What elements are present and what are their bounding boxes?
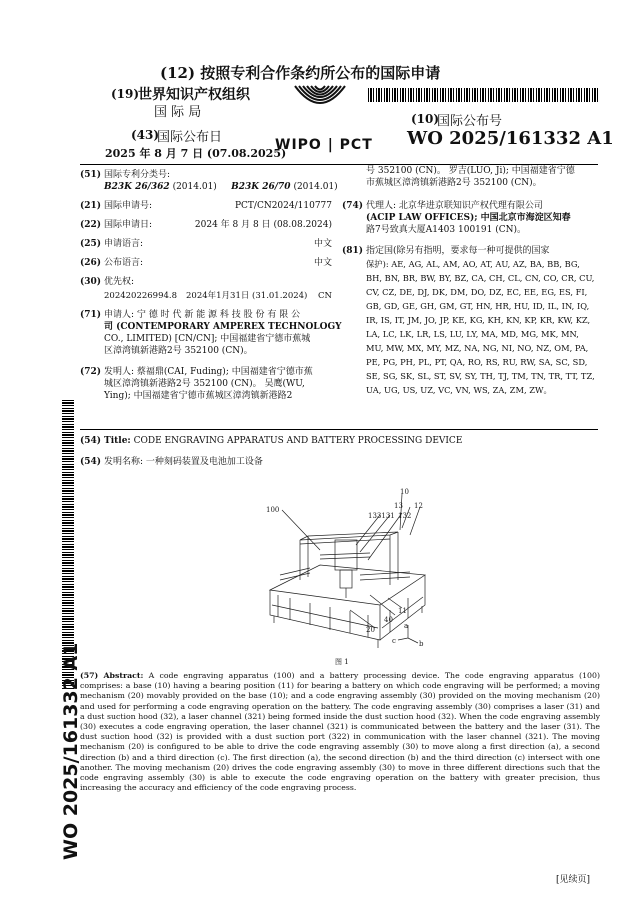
label-a: a xyxy=(404,622,409,630)
publang-row xyxy=(80,257,143,269)
title-en-number: (54) xyxy=(80,436,102,446)
abstract xyxy=(80,671,600,793)
org-bureau: 国 际 局 xyxy=(154,105,202,120)
priority-no: 202420226994.8 xyxy=(104,291,178,301)
label-10: 10 xyxy=(400,488,409,496)
agent-line-2: (ACIP LAW OFFICES); 中国北京市海淀区知春 xyxy=(366,213,571,223)
label-12: 12 xyxy=(414,502,423,510)
figure-caption: 图 1 xyxy=(335,658,349,666)
label-100: 100 xyxy=(266,506,280,514)
states-row xyxy=(342,245,550,257)
states-line-6: IR, IS, IT, JM, JO, JP, KE, KG, KH, KN, KP, KR, KW, KZ, xyxy=(366,315,591,325)
states-line-2: 保护): AE, AG, AL, AM, AO, AT, AU, AZ, BA, BB, BG, xyxy=(366,259,580,269)
label-13: 13 xyxy=(394,502,403,510)
inventor-line-2: 城区漳湾镇新港路2号 352100 (CN)。 吴鹰(WU, xyxy=(104,379,305,389)
agent-number: (74) xyxy=(342,201,364,211)
title-zh-row xyxy=(80,456,263,468)
pubdate-number: (43) xyxy=(131,128,160,142)
ipc-code-1-date: (2014.01) xyxy=(172,182,217,192)
filinglang-row xyxy=(80,238,143,250)
wipo-pct-text: WIPO | PCT xyxy=(275,137,373,153)
abstract-text: A code engraving apparatus (100) and a battery processing device. The code engraving apparatus (100) comprises: a base (10) having a bearing position (11) for bearing a battery on which code engraving will be performed; a moving mechanism (20) movably provided on the base (10); and a code engraving assembly (30) provided on the moving mechanism (20) and used for performing a code engraving operation on the battery. The code engraving assembly (30) comprises a laser (31) and a dust suction hood (32), a laser channel (321) being formed inside the dust suction hood (32). When the code engraving assembly (30) executes a code engraving operation, the laser channel (321) is communicated between the battery and the laser (31). The dust suction hood (32) is provided with a dust suction port (322) in communication with the laser channel (321). The moving mechanism (20) is configured to be able to drive the code engraving assembly (30) to move along a first direction (a), a second direction (b) and a third direction (c). The first direction (a), the second direction (b) and the third direction (c) intersect with one another. The moving mechanism (20) drives the code engraving assembly (30) to move in three different directions such that the code engraving assembly (30) is able to execute the code engraving operation on the battery with greater precision, thus increasing the accuracy and efficiency of the code engraving process. xyxy=(80,671,601,793)
label-40: 40 xyxy=(384,616,393,624)
inventor-cont-line-1: 号 352100 (CN)。 罗吉(LUO, Ji); 中国福建省宁德 xyxy=(366,166,575,176)
figure-1 xyxy=(250,480,450,665)
appno-row xyxy=(80,200,152,212)
label-133131: 133131 xyxy=(368,512,395,520)
appno-label: 国际申请号: xyxy=(104,201,153,211)
inventor-row xyxy=(80,366,313,378)
abstract-number: (57) xyxy=(80,671,99,680)
inventor-line-3: Ying); 中国福建省宁德市蕉城区漳湾镇新港路2 xyxy=(104,391,293,401)
inventor-cont-line-2: 市蕉城区漳湾镇新港路2号 352100 (CN)。 xyxy=(366,178,542,188)
label-c: c xyxy=(392,637,396,645)
document-title: (12) 按照专利合作条约所公布的国际申请 xyxy=(160,64,441,82)
inventor-line-1: 发明人: 蔡福鼎(CAI, Fuding); 中国福建省宁德市蕉 xyxy=(104,367,313,377)
title-zh-value: 一种刻码装置及电池加工设备 xyxy=(145,457,263,467)
applicant-row xyxy=(80,309,300,321)
priority-date: 2024年1月31日 (31.01.2024) xyxy=(186,291,308,301)
ipc-number: (51) xyxy=(80,170,102,180)
side-publication-number: WO 2025/161332 A1 xyxy=(60,642,82,860)
ipc-codes xyxy=(104,181,338,193)
label-132: 132 xyxy=(398,512,412,520)
ipc-code-2: B23K 26/70 xyxy=(231,182,291,192)
pubno-number: (10) xyxy=(411,112,440,126)
appdate-label: 国际申请日: xyxy=(104,220,153,230)
filinglang-value: 中文 xyxy=(313,239,332,249)
abstract-label: Abstract: xyxy=(103,671,144,680)
ipc-label: 国际专利分类号: xyxy=(104,170,171,180)
continued-note: [见续页] xyxy=(556,875,591,885)
appno-number: (21) xyxy=(80,201,102,211)
machine-drawing-icon xyxy=(250,480,450,665)
states-line-9: PE, PG, PH, PL, PT, QA, RO, RS, RU, RW, SA, SC, SD, xyxy=(366,357,588,367)
applicant-line-4: 区漳湾镇新港路2号 352100 (CN)。 xyxy=(104,346,253,356)
states-line-8: MU, MW, MX, MY, MZ, NA, NG, NI, NO, NZ, OM, PA, xyxy=(366,343,589,353)
states-line-7: LA, LC, LK, LR, LS, LU, LY, MA, MD, MG, MK, MN, xyxy=(366,329,579,339)
applicant-line-3: CO., LIMITED) [CN/CN]; 中国福建省宁德市蕉城 xyxy=(104,334,311,344)
states-number: (81) xyxy=(342,246,364,256)
label-20: 20 xyxy=(366,626,375,634)
appdate-row xyxy=(80,219,152,231)
ipc-code-2-date: (2014.01) xyxy=(293,182,338,192)
applicant-number: (71) xyxy=(80,310,102,320)
label-b: b xyxy=(419,640,424,648)
states-line-5: GB, GD, GE, GH, GM, GT, HN, HR, HU, ID, IL, IN, IQ, xyxy=(366,301,590,311)
title-en-row xyxy=(80,435,462,447)
publang-label: 公布语言: xyxy=(104,258,144,268)
agent-line-3: 路7号致真大厦A1403 100191 (CN)。 xyxy=(366,225,526,235)
barcode-top xyxy=(368,88,598,102)
org-name: 世界知识产权组织 xyxy=(138,87,250,103)
publang-value: 中文 xyxy=(313,258,332,268)
title-zh-number: (54) xyxy=(80,457,102,467)
filinglang-number: (25) xyxy=(80,239,102,249)
pubno-value: WO 2025/161332 A1 xyxy=(407,128,614,149)
title-zh-label: 发明名称: xyxy=(104,457,144,467)
org-number: (19) xyxy=(111,87,140,101)
agent-row xyxy=(342,200,543,212)
wipo-emblem-icon xyxy=(285,82,355,142)
applicant-line-2: 司 (CONTEMPORARY AMPEREX TECHNOLOGY xyxy=(104,322,342,332)
applicant-line-1: 申请人: 宁 德 时 代 新 能 源 科 技 股 份 有 限 公 xyxy=(104,310,301,320)
appno-value: PCT/CN2024/110777 xyxy=(234,201,332,211)
pubno-label: 国际公布号 xyxy=(437,114,503,129)
states-line-4: CV, CZ, DE, DJ, DK, DM, DO, DZ, EC, EE, EG, ES, FI, xyxy=(366,287,588,297)
states-line-10: SE, SG, SK, SL, ST, SV, SY, TH, TJ, TM, TN, TR, TT, TZ, xyxy=(366,371,595,381)
title-en-value: CODE ENGRAVING APPARATUS AND BATTERY PROCESSING DEVICE xyxy=(133,436,463,446)
filinglang-label: 申请语言: xyxy=(104,239,144,249)
wipo-logo xyxy=(285,82,355,142)
agent-line-1: 代理人: 北京华进京联知识产权代理有限公司 xyxy=(366,201,543,211)
states-line-1: 指定国(除另有指明，要求每一种可提供的国家 xyxy=(366,246,550,256)
states-line-3: BH, BN, BR, BW, BY, BZ, CA, CH, CL, CN, CO, CR, CU, xyxy=(366,273,595,283)
pubdate-label: 国际公布日 xyxy=(157,130,223,145)
publang-number: (26) xyxy=(80,258,102,268)
priority-row xyxy=(80,276,134,288)
inventor-number: (72) xyxy=(80,367,102,377)
title-en-label: Title: xyxy=(104,436,131,446)
title-divider xyxy=(80,429,598,430)
ipc-row xyxy=(80,169,170,181)
label-11: 11 xyxy=(398,607,407,615)
states-line-11: UA, UG, US, UZ, VC, VN, WS, ZA, ZM, ZW。 xyxy=(366,385,552,395)
appdate-number: (22) xyxy=(80,220,102,230)
priority-country: CN xyxy=(318,291,332,301)
priority-number: (30) xyxy=(80,277,102,287)
ipc-code-1: B23K 26/362 xyxy=(104,182,170,192)
priority-label: 优先权: xyxy=(104,277,135,287)
pubdate-value: 2025 年 8 月 7 日 (07.08.2025) xyxy=(105,147,287,160)
appdate-value: 2024 年 8 月 8 日 (08.08.2024) xyxy=(194,220,332,230)
